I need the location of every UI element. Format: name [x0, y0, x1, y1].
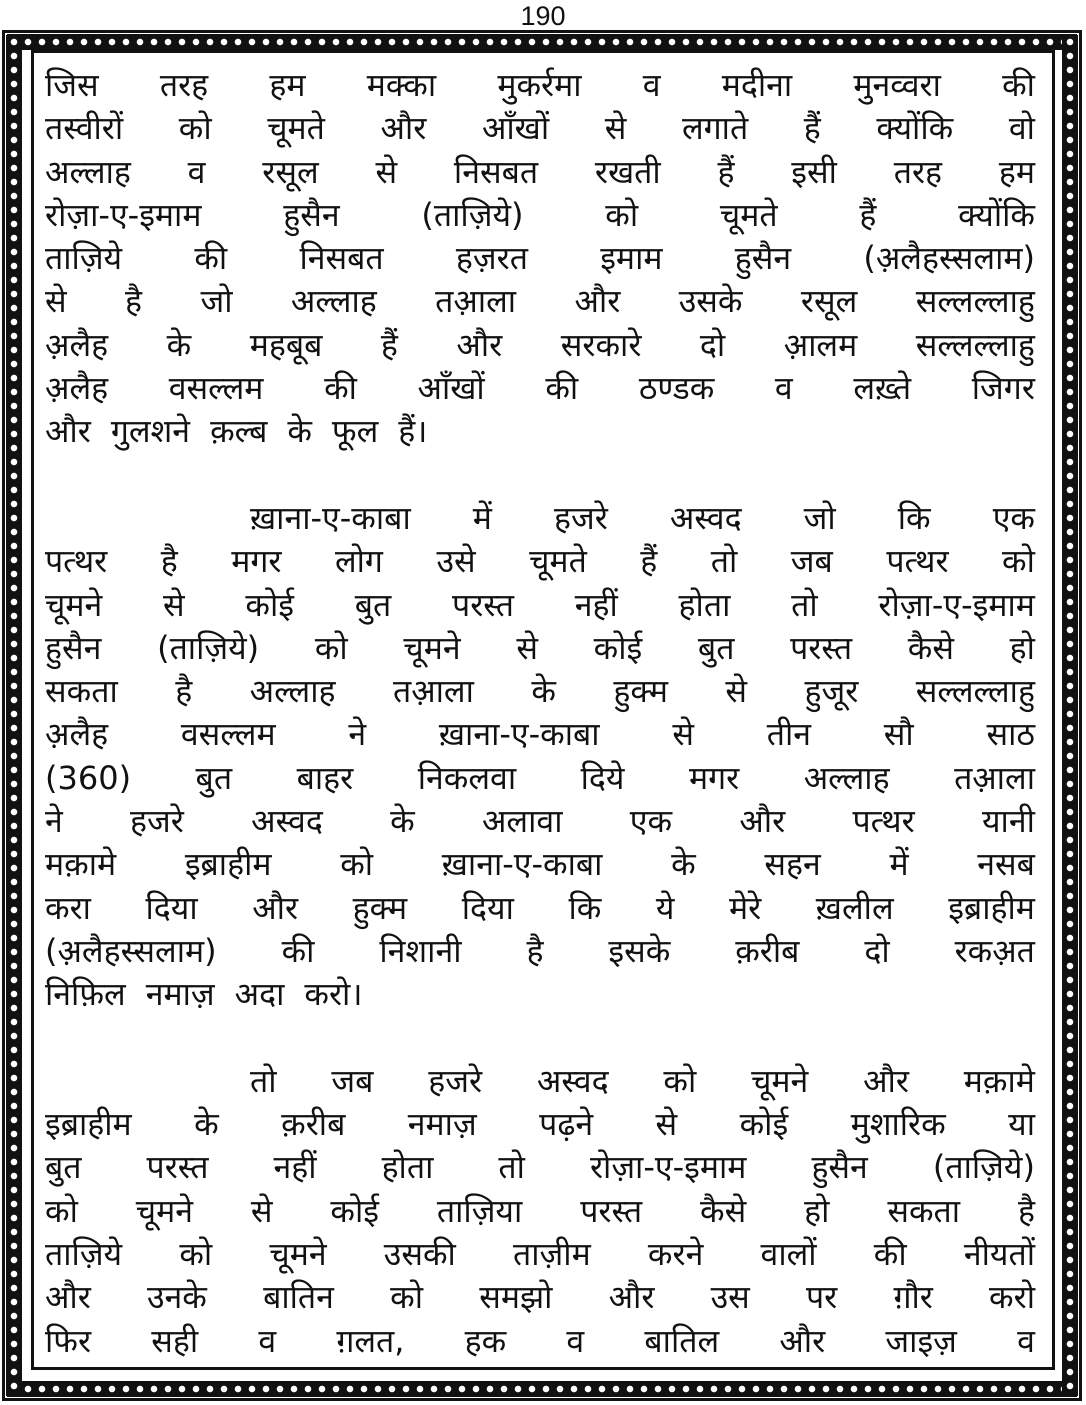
- star-chain-border-left: [6, 35, 22, 1396]
- word: रकअ़त: [954, 931, 1035, 970]
- word: फिर: [45, 1321, 92, 1360]
- word: ठण्डक: [638, 369, 715, 408]
- word: उसकी: [383, 1235, 456, 1274]
- word: हैं: [803, 109, 821, 148]
- word: रसूल: [800, 282, 858, 321]
- word: को: [340, 845, 374, 884]
- word: पत्थर: [852, 802, 915, 841]
- word: चूमने: [751, 1061, 809, 1100]
- word: सल्लल्लाहु: [915, 282, 1035, 321]
- word: लोग: [334, 542, 383, 581]
- word: हजरे: [130, 802, 184, 841]
- word: तो: [498, 1148, 525, 1187]
- word: नहीं: [574, 585, 618, 624]
- word: हुजूर: [804, 672, 859, 711]
- word: गुलशने: [110, 412, 191, 451]
- word: तस्वीरों: [45, 109, 124, 148]
- word: जो: [200, 282, 233, 321]
- word: ने: [348, 715, 367, 754]
- word: से: [516, 628, 538, 667]
- word: दो: [864, 931, 890, 970]
- word: की: [194, 239, 228, 278]
- page-body: [45, 64, 1035, 1363]
- word: ग़ौर: [893, 1278, 933, 1317]
- word: व: [566, 1321, 585, 1360]
- word: में: [472, 498, 492, 537]
- word: चूमने: [269, 1235, 327, 1274]
- text-line: [45, 670, 1035, 713]
- word: है: [1017, 1191, 1035, 1230]
- word: जब: [331, 1061, 374, 1100]
- word: ख़ाना-ए-काबा: [438, 715, 600, 754]
- word: सल्लल्लाहु: [915, 325, 1035, 364]
- word: हैं: [380, 325, 398, 364]
- word: सही: [151, 1321, 199, 1360]
- word: (ताज़िये): [932, 1148, 1035, 1187]
- word: रखती: [594, 152, 661, 191]
- word: उस: [710, 1278, 750, 1317]
- text-line: [45, 1146, 1035, 1189]
- star-chain-border-top: [7, 34, 1077, 50]
- word: ख़लील: [815, 888, 894, 927]
- word: कोई: [593, 628, 643, 667]
- word: लगाते: [681, 109, 749, 148]
- word: मक्का: [366, 66, 437, 104]
- word: से: [250, 1191, 273, 1230]
- word: जिगर: [971, 369, 1035, 408]
- word: अस्वद: [251, 802, 323, 841]
- word: निफ़िल: [45, 975, 126, 1014]
- word: के: [166, 325, 192, 364]
- word: तीन: [766, 715, 812, 754]
- word: वसल्लम: [180, 715, 276, 754]
- text-line: [45, 1103, 1035, 1146]
- word: कि: [897, 498, 931, 537]
- word: समझो: [479, 1278, 553, 1317]
- word: निसबत: [299, 239, 384, 278]
- word: हुसैन: [45, 628, 102, 667]
- word: ताज़िये: [45, 1235, 123, 1274]
- text-line: [45, 973, 1035, 1016]
- word: अ़लैह: [45, 369, 109, 408]
- text-line: [45, 800, 1035, 843]
- text-line: [45, 627, 1035, 670]
- word: ताज़िया: [436, 1191, 523, 1230]
- word: अलावा: [481, 802, 563, 841]
- word: (ताज़िये): [157, 628, 260, 667]
- word: ख़ाना-ए-काबा: [250, 498, 411, 537]
- word: क़रीब: [281, 1105, 346, 1144]
- word: बुत: [195, 758, 233, 797]
- word: से: [672, 715, 694, 754]
- word: अदा: [234, 975, 285, 1014]
- word: व: [1017, 1321, 1035, 1360]
- word: हैं।: [398, 412, 428, 451]
- word: इसी: [791, 152, 837, 191]
- word: जो: [803, 498, 836, 537]
- text-line: [45, 237, 1035, 280]
- word: तो: [250, 1061, 277, 1100]
- word: बाहर: [296, 758, 354, 797]
- word: नहीं: [273, 1148, 317, 1187]
- word: हुसैन: [283, 195, 340, 234]
- word: है: [526, 931, 544, 970]
- word: आँखों: [417, 369, 485, 408]
- word: चूमते: [719, 195, 778, 234]
- word: हुक्म: [352, 888, 408, 927]
- word: तआ़ला: [392, 672, 474, 711]
- word: के: [531, 672, 556, 711]
- paragraph-gap: [45, 454, 1035, 497]
- star-chain-border-right: [1062, 35, 1078, 1396]
- word: वालों: [760, 1235, 817, 1274]
- word: तआ़ला: [954, 758, 1035, 797]
- word: तआ़ला: [435, 282, 517, 321]
- word: इसके: [608, 931, 671, 970]
- word: कैसे: [907, 628, 954, 667]
- word: परस्त: [790, 628, 853, 667]
- word: सकता: [887, 1191, 961, 1230]
- word: को: [390, 1278, 423, 1317]
- text-line: [45, 887, 1035, 930]
- word: से: [604, 109, 627, 148]
- word: ये: [655, 888, 675, 927]
- word: होता: [381, 1148, 434, 1187]
- word: क्योंकि: [876, 109, 954, 148]
- word: करो: [989, 1278, 1035, 1317]
- word: तो: [791, 585, 818, 624]
- word: हुक्म: [613, 672, 668, 711]
- word: के: [287, 412, 312, 451]
- word: सल्लल्लाहु: [915, 672, 1035, 711]
- text-line: [45, 843, 1035, 886]
- text-line: [45, 1276, 1035, 1319]
- word: की: [545, 369, 579, 408]
- word: करा: [45, 888, 91, 927]
- word: महबूब: [249, 325, 323, 364]
- paragraph-gap: [45, 1017, 1035, 1060]
- word: कैसे: [700, 1191, 747, 1230]
- word: से: [375, 152, 398, 191]
- word: इब्राहीम: [184, 845, 272, 884]
- word: और: [380, 109, 427, 148]
- word: क़रीब: [735, 931, 800, 970]
- text-line: [45, 64, 1035, 107]
- word: दो: [699, 325, 726, 364]
- word: अ़लैह: [45, 325, 109, 364]
- word: दिये: [580, 758, 625, 797]
- word: चूमते: [529, 542, 587, 581]
- word: तरह: [893, 152, 943, 191]
- word: नमाज़: [145, 975, 215, 1014]
- word: पत्थर: [45, 542, 108, 581]
- word: की: [1002, 66, 1035, 104]
- word: को: [1002, 542, 1035, 581]
- word: व: [258, 1321, 277, 1360]
- word: सरकारे: [560, 325, 642, 364]
- word: व: [642, 66, 661, 104]
- page-number: 190: [520, 1, 566, 31]
- word: हम: [998, 152, 1035, 191]
- word: करो।: [304, 975, 363, 1014]
- word: कोई: [330, 1191, 379, 1230]
- word: मुनव्वरा: [853, 66, 941, 104]
- word: और: [863, 1061, 909, 1100]
- word: निकलवा: [417, 758, 517, 797]
- word: अस्वद: [536, 1061, 609, 1100]
- word: ताज़िये: [45, 239, 123, 278]
- word: जाइज़: [885, 1321, 957, 1360]
- word: मगर: [688, 758, 740, 797]
- word: चूमते: [267, 109, 325, 148]
- word: जिस: [45, 66, 99, 104]
- word: और: [45, 412, 91, 451]
- word: चूमने: [403, 628, 461, 667]
- word: नमाज़: [407, 1105, 477, 1144]
- word: मेरे: [729, 888, 762, 927]
- text-line: [45, 324, 1035, 367]
- word: से: [162, 585, 185, 624]
- word: जब: [790, 542, 833, 581]
- word: (अ़लैहस्सलाम): [45, 931, 217, 970]
- word: (360): [45, 758, 132, 797]
- word: उनके: [147, 1278, 207, 1317]
- word: परस्त: [580, 1191, 643, 1230]
- word: को: [605, 195, 639, 234]
- word: चूमने: [45, 585, 103, 624]
- word: और: [779, 1321, 826, 1360]
- word: (ताज़िये): [421, 195, 524, 234]
- word: हो: [1009, 628, 1035, 667]
- word: और: [45, 1278, 91, 1317]
- star-chain-border-bottom: [7, 1381, 1077, 1397]
- word: हजरे: [428, 1061, 483, 1100]
- word: कि: [568, 888, 602, 927]
- word: तो: [710, 542, 738, 581]
- word: अल्लाह: [249, 672, 336, 711]
- word: को: [178, 109, 212, 148]
- word: मक़ामे: [963, 1061, 1035, 1100]
- word: अल्लाह: [45, 152, 131, 191]
- word: मदीना: [721, 66, 793, 104]
- text-line: [45, 151, 1035, 194]
- word: परस्त: [146, 1148, 209, 1187]
- word: उसके: [678, 282, 743, 321]
- word: हुसैन: [734, 239, 792, 278]
- word: अल्लाह: [290, 282, 377, 321]
- word: या: [1008, 1105, 1035, 1144]
- word: मुकर्रमा: [497, 66, 582, 104]
- word: से: [725, 672, 748, 711]
- word: को: [314, 628, 348, 667]
- text-line: [45, 757, 1035, 800]
- word: कोई: [739, 1105, 789, 1144]
- word: रोज़ा-ए-इमाम: [878, 585, 1035, 624]
- text-line: [45, 410, 1035, 453]
- word: सकता: [45, 672, 118, 711]
- word: अल्लाह: [803, 758, 890, 797]
- word: कोई: [245, 585, 294, 624]
- word: हैं: [717, 152, 735, 191]
- word: मुशारिक: [850, 1105, 946, 1144]
- word: रोज़ा-ए-इमाम: [589, 1148, 747, 1187]
- word: हजरे: [554, 498, 608, 537]
- word: क्योंकि: [958, 195, 1035, 234]
- paragraph: [45, 497, 1035, 1017]
- text-line: [45, 584, 1035, 627]
- word: व: [187, 152, 206, 191]
- word: एक: [629, 802, 673, 841]
- text-line: [45, 280, 1035, 323]
- text-line: [45, 1320, 1035, 1363]
- word: बातिन: [263, 1278, 334, 1317]
- word: (अ़लैहस्सलाम): [863, 239, 1035, 278]
- word: परस्त: [452, 585, 514, 624]
- word: वो: [1008, 109, 1035, 148]
- word: नसब: [977, 845, 1035, 884]
- word: साठ: [986, 715, 1035, 754]
- paragraph: [45, 64, 1035, 454]
- word: रसूल: [262, 152, 319, 191]
- word: और: [739, 802, 786, 841]
- word: बातिल: [644, 1321, 720, 1360]
- text-line: [45, 1233, 1035, 1276]
- word: सहन: [764, 845, 821, 884]
- word: के: [194, 1105, 219, 1144]
- word: ने: [45, 802, 63, 841]
- text-line: [45, 930, 1035, 973]
- word: के: [671, 845, 696, 884]
- word: दिया: [145, 888, 198, 927]
- text-line: [45, 367, 1035, 410]
- word: है: [175, 672, 193, 711]
- word: उसे: [436, 542, 476, 581]
- word: चूमने: [135, 1191, 193, 1230]
- word: में: [889, 845, 909, 884]
- word: से: [45, 282, 67, 321]
- paragraph: [45, 1060, 1035, 1363]
- word: सौ: [883, 715, 914, 754]
- word: क़ल्ब: [210, 412, 268, 451]
- word: हज़रत: [455, 239, 528, 278]
- word: और: [456, 325, 503, 364]
- word: अ़लैह: [45, 715, 109, 754]
- word: ख़ाना-ए-काबा: [441, 845, 603, 884]
- word: ताज़ीम: [513, 1235, 591, 1274]
- word: आ़लम: [783, 325, 858, 364]
- word: पत्थर: [886, 542, 949, 581]
- word: को: [663, 1061, 697, 1100]
- word: इब्राहीम: [948, 888, 1035, 927]
- text-line: [45, 540, 1035, 583]
- word: अस्वद: [669, 498, 742, 537]
- word: दिया: [461, 888, 514, 927]
- word: से: [655, 1105, 678, 1144]
- word: की: [873, 1235, 907, 1274]
- word: निसबत: [453, 152, 539, 191]
- word: हुसैन: [811, 1148, 868, 1187]
- word: को: [45, 1191, 78, 1230]
- word: फूल: [331, 412, 379, 451]
- word: हो: [804, 1191, 830, 1230]
- word: पर: [806, 1278, 838, 1317]
- word: ग़लत,: [336, 1321, 405, 1360]
- word: लख़्ते: [853, 369, 912, 408]
- word: के: [390, 802, 415, 841]
- word: है: [160, 542, 178, 581]
- word: व: [774, 369, 793, 408]
- text-line: [45, 497, 1035, 540]
- word: को: [179, 1235, 213, 1274]
- word: की: [281, 931, 315, 970]
- text-line: [45, 1190, 1035, 1233]
- text-line: [45, 107, 1035, 150]
- word: मक़ामे: [45, 845, 117, 884]
- word: और: [252, 888, 299, 927]
- word: यानी: [981, 802, 1035, 841]
- word: निशानी: [379, 931, 462, 970]
- text-line: [45, 713, 1035, 756]
- word: बुत: [354, 585, 392, 624]
- word: एक: [992, 498, 1035, 537]
- word: की: [324, 369, 357, 408]
- text-line: [45, 1060, 1035, 1103]
- word: हैं: [859, 195, 877, 234]
- word: इब्राहीम: [45, 1105, 132, 1144]
- word: है: [125, 282, 143, 321]
- word: वसल्लम: [168, 369, 264, 408]
- word: मगर: [231, 542, 282, 581]
- word: आँखों: [481, 109, 550, 148]
- word: हम: [269, 66, 306, 104]
- word: इमाम: [600, 239, 663, 278]
- word: होता: [678, 585, 731, 624]
- word: बुत: [45, 1148, 82, 1187]
- word: रोज़ा-ए-इमाम: [45, 195, 202, 234]
- text-line: [45, 194, 1035, 237]
- word: करने: [647, 1235, 704, 1274]
- word: हक: [464, 1321, 507, 1360]
- word: और: [574, 282, 621, 321]
- word: पढ़ने: [539, 1105, 594, 1144]
- word: और: [608, 1278, 655, 1317]
- word: तरह: [159, 66, 209, 104]
- word: नीयतों: [963, 1235, 1035, 1274]
- word: हैं: [640, 542, 658, 581]
- word: बुत: [697, 628, 735, 667]
